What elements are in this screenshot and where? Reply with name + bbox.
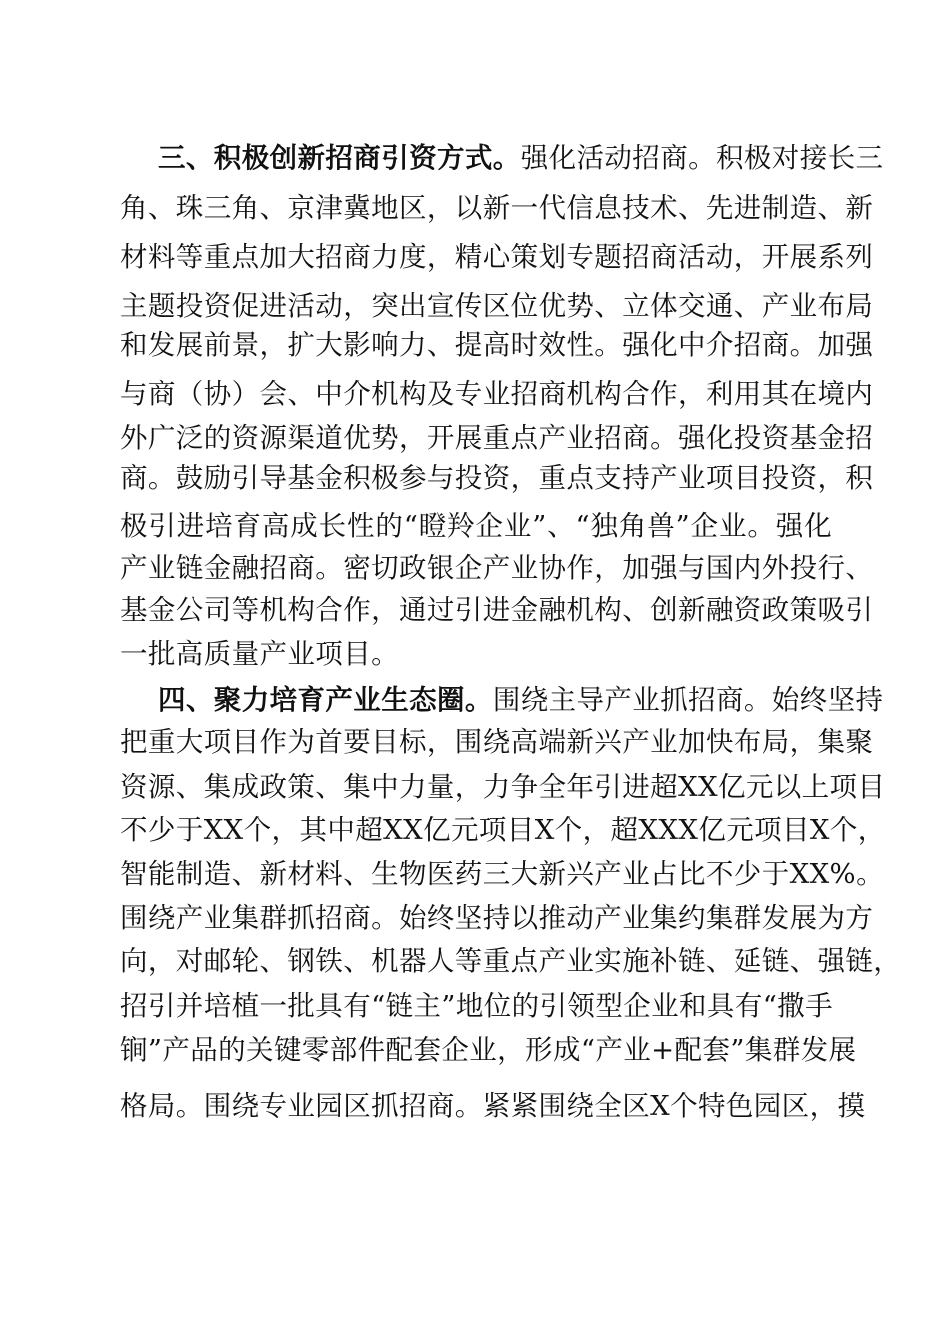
body-line: 围绕产业集群抓招商。始终坚持以推动产业集约集群发展为方 xyxy=(120,902,874,934)
body-line: 格局。围绕专业园区抓招商。紧紧围绕全区X个特色园区，摸 xyxy=(120,1090,866,1122)
body-line: 招引并培植一批具有“链主”地位的引领型企业和具有“撒手 xyxy=(120,990,833,1022)
body-line: 产业链金融招商。密切政银企产业协作，加强与国内外投行、 xyxy=(120,552,874,584)
body-line: 智能制造、新材料、生物医药三大新兴产业占比不少于XX%。 xyxy=(120,858,884,890)
body-line: 角、珠三角、京津冀地区，以新一代信息技术、先进制造、新 xyxy=(120,192,874,224)
section-3-first-line xyxy=(158,138,884,178)
body-line: 极引进培育高成长性的“瞪羚企业”、“独角兽”企业。强化 xyxy=(120,510,832,542)
section-4-heading: 四、聚力培育产业生态圈。 xyxy=(158,684,493,716)
section-3-first-line-text: 强化活动招商。积极对接长三 xyxy=(520,142,884,174)
body-line: 把重大项目作为首要目标，围绕高端新兴产业加快布局，集聚 xyxy=(120,726,874,758)
body-line: 材料等重点加大招商力度，精心策划专题招商活动，开展系列 xyxy=(120,241,874,273)
body-line: 主题投资促进活动，突出宣传区位优势、立体交通、产业布局 xyxy=(120,290,874,322)
section-4-first-line-text: 围绕主导产业抓招商。始终坚持 xyxy=(492,684,884,716)
body-line: 向，对邮轮、钢铁、机器人等重点产业实施补链、延链、强链， xyxy=(120,945,902,977)
body-line: 基金公司等机构合作，通过引进金融机构、创新融资政策吸引 xyxy=(120,594,874,626)
body-line: 锏”产品的关键零部件配套企业，形成“产业+配套”集群发展 xyxy=(120,1034,857,1066)
body-line: 外广泛的资源渠道优势，开展重点产业招商。强化投资基金招 xyxy=(120,422,874,454)
body-line: 与商（协）会、中介机构及专业招商机构合作，利用其在境内 xyxy=(120,378,874,410)
section-3-heading: 三、积极创新招商引资方式。 xyxy=(158,142,521,174)
body-line: 商。鼓励引导基金积极参与投资，重点支持产业项目投资，积 xyxy=(120,462,874,494)
body-line: 不少于XX个，其中超XX亿元项目X个，超XXX亿元项目X个， xyxy=(120,814,886,846)
body-line-last: 一批高质量产业项目。 xyxy=(120,638,399,670)
section-4-first-line xyxy=(158,680,884,720)
body-line: 和发展前景，扩大影响力、提高时效性。强化中介招商。加强 xyxy=(120,329,874,361)
body-line: 资源、集成政策、集中力量，力争全年引进超XX亿元以上项目 xyxy=(120,771,886,803)
